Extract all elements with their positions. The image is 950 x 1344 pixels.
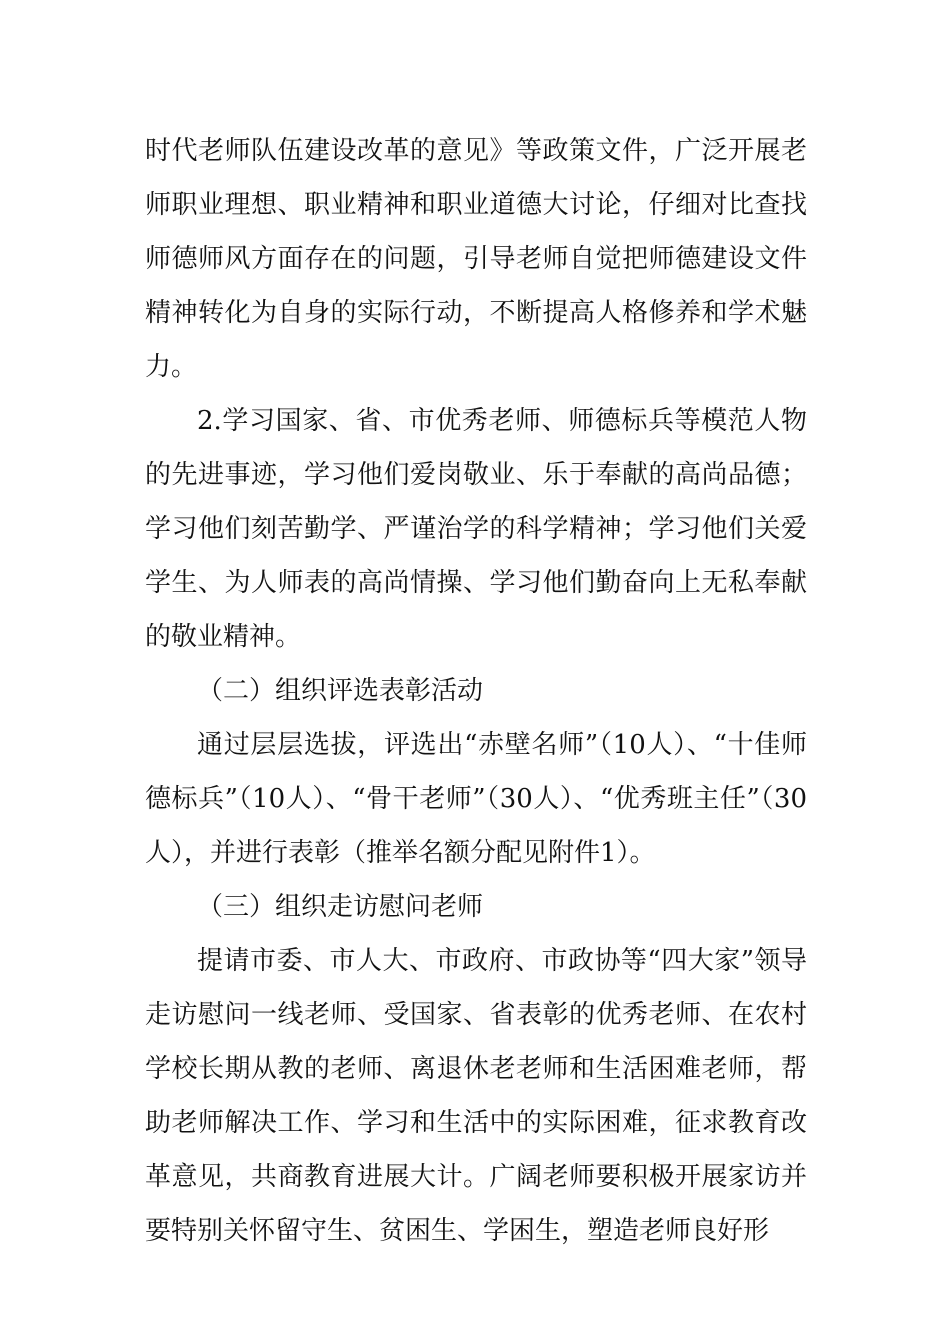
paragraph-awards: 通过层层选拔，评选出“赤壁名师”（10人）、“十佳师德标兵”（10人）、“骨干老师”（30人）、“优秀班主任”（30人），并进行表彰（推举名额分配见附件1）。 xyxy=(145,730,807,868)
paragraph-visits: 提请市委、市人大、市政府、市政协等“四大家”领导走访慰问一线老师、受国家、省表彰的优秀老师、在农村学校长期从教的老师、离退休老老师和生活困难老师，帮助老师解决工作、学习和生活中的实际困难，征求教育改革意见，共商教育进展大计。广阔老师要积极开展家访并要特别关怀留守生、贫困生、学困生，塑造老师良好形 xyxy=(145,946,807,1246)
paragraph-model-study: 2.学习国家、省、市优秀老师、师德标兵等模范人物的先进事迹，学习他们爱岗敬业、乐于奉献的高尚品德；学习他们刻苦勤学、严谨治学的科学精神；学习他们关爱学生、为人师表的高尚情操、学习他们勤奋向上无私奉献的敬业精神。 xyxy=(145,406,807,652)
section-heading-awards: （二）组织评选表彰活动 xyxy=(197,676,484,706)
document-body xyxy=(145,124,807,1258)
paragraph-policy-study: 时代老师队伍建设改革的意见》等政策文件，广泛开展老师职业理想、职业精神和职业道德大讨论，仔细对比查找师德师风方面存在的问题，引导老师自觉把师德建设文件精神转化为自身的实际行动，不断提高人格修养和学术魅力。 xyxy=(145,136,807,382)
section-heading-visits: （三）组织走访慰问老师 xyxy=(197,892,484,922)
